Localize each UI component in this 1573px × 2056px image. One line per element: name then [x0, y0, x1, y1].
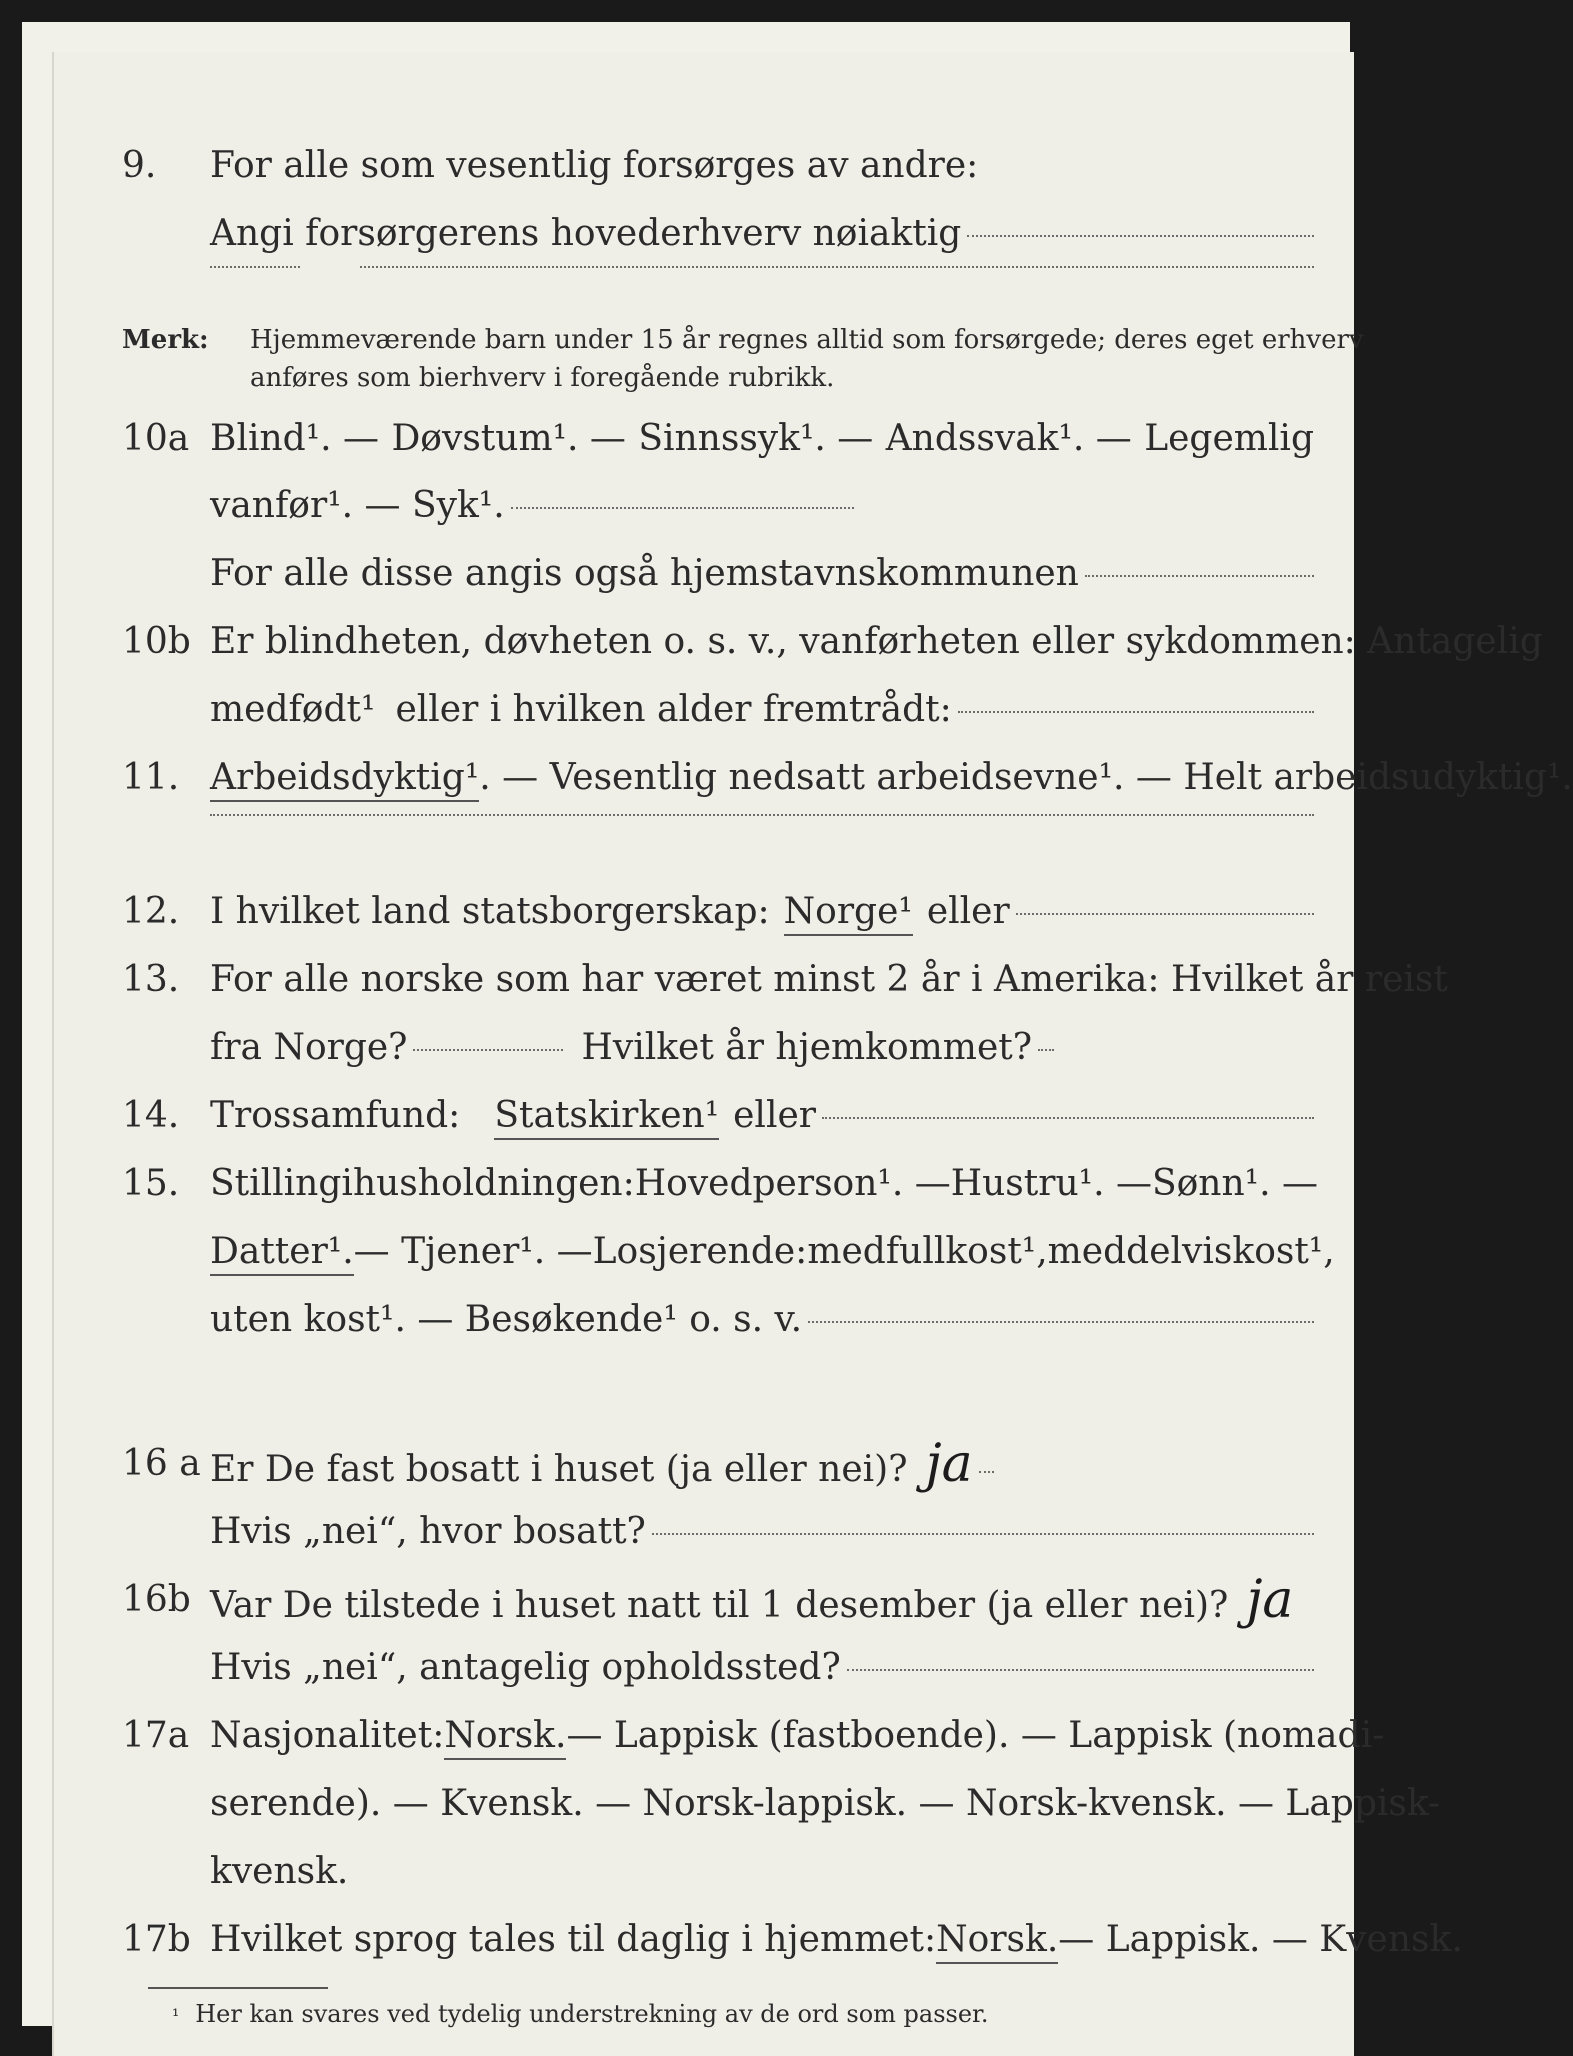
q9-extra-field[interactable]: [210, 266, 300, 268]
q12-other-field[interactable]: [1016, 913, 1314, 915]
q11-text: . — Vesentlig nedsatt arbeidsevne¹. — Helt arbeidsudyktig¹.: [479, 757, 1573, 798]
q16a-answer-line: [979, 1471, 994, 1473]
q10b-number: 10b: [122, 621, 191, 662]
footnote-rule: [148, 1987, 328, 1989]
q11-number: 11.: [122, 757, 180, 798]
q16a-text-2: Hvis „nei“, hvor bosatt?: [210, 1511, 646, 1552]
q11-extra-field[interactable]: [210, 814, 1314, 816]
q10a-number: 10a: [122, 418, 190, 459]
form-sheet: [52, 52, 1573, 2056]
q16b-text-2: Hvis „nei“, antagelig opholdssted?: [210, 1647, 841, 1688]
q10b-text-1: Er blindheten, døvheten o. s. v., vanførheten eller sykdommen: Antagelig: [210, 621, 1543, 662]
merk-text-2: anføres som bierhverv i foregående rubrikk.: [250, 363, 835, 393]
q15-other-field[interactable]: [808, 1321, 1314, 1323]
q13-return-label: Hvilket år hjemkommet?: [581, 1027, 1033, 1068]
q16b-answer[interactable]: ja: [1246, 1570, 1294, 1630]
q15-number: 15.: [122, 1163, 180, 1204]
footnote-mark: ¹: [172, 2006, 180, 2027]
q17a-label: Nasjonalitet:: [210, 1715, 445, 1756]
q9-extra-field-2[interactable]: [360, 266, 1314, 268]
q16a-question: Er De fast bosatt i huset (ja eller nei)?: [210, 1449, 908, 1490]
q15-word-item-0: Stilling: [210, 1163, 342, 1204]
q17b-label: Hvilket sprog tales til daglig i hjemmet:: [210, 1919, 937, 1960]
q15-word2-item-3: full: [885, 1231, 946, 1272]
q17a-text-3: kvensk.: [210, 1851, 349, 1892]
q16b-question: Var De tilstede i huset natt til 1 desember (ja eller nei)?: [210, 1585, 1229, 1626]
q15-word2-item-5: med: [1047, 1231, 1127, 1272]
q16a-where-field[interactable]: [652, 1533, 1314, 1535]
q15-word2-item-7: kost¹,: [1232, 1231, 1335, 1272]
q14-number: 14.: [122, 1095, 180, 1136]
q11-selected: Arbeidsdyktig¹: [210, 756, 479, 802]
q12-or: eller: [926, 891, 1010, 932]
q10a-text-3: For alle disse angis også hjemstavnskommunen: [210, 553, 1079, 594]
q15-word2-item-0: — Tjener¹. —: [353, 1231, 593, 1272]
q17a-selected: Norsk.: [444, 1714, 566, 1760]
q10a-text-2: vanfør¹. — Syk¹.: [210, 485, 505, 526]
q13-left-label: fra Norge?: [210, 1027, 408, 1068]
q13-number: 13.: [122, 959, 180, 1000]
q10a-option-item-1: Døvstum¹. —: [391, 418, 626, 459]
q10a-option-item-4: Legemlig: [1144, 418, 1314, 459]
q10a-hometown-field[interactable]: [1085, 575, 1314, 577]
q9-answer-field[interactable]: [967, 235, 1314, 237]
q15-word2-item-2: med: [807, 1231, 886, 1272]
q15-word2-item-6: delvis: [1126, 1231, 1233, 1272]
q14-other-field[interactable]: [822, 1117, 1314, 1119]
merk-text-1: Hjemmeværende barn under 15 år regnes alltid som forsørgede; deres eget erhverv: [250, 325, 1364, 355]
q10a-option-item-2: Sinnssyk¹. —: [638, 418, 874, 459]
q12-text: I hvilket land statsborgerskap:: [210, 891, 770, 932]
form-page: [22, 22, 1573, 2028]
q13-left-field[interactable]: [413, 1049, 563, 1051]
q17b-number: 17b: [122, 1919, 191, 1960]
q16b-number: 16b: [122, 1579, 191, 1620]
q16b-place-field[interactable]: [847, 1669, 1314, 1671]
q9-question: Angi forsørgerens hovederhverv nøiaktig: [210, 213, 962, 254]
q15-word2-item-1: Losjerende:: [592, 1231, 808, 1272]
q15-word-item-1: i: [341, 1163, 353, 1204]
q17a-number: 17a: [122, 1715, 190, 1756]
q15-text-3: uten kost¹. — Besøkende¹ o. s. v.: [210, 1299, 803, 1340]
q13-return-field[interactable]: [1038, 1049, 1054, 1051]
merk-label: Merk:: [122, 325, 209, 355]
q10a-options: [210, 417, 1314, 461]
q12-selected: Norge¹: [784, 890, 913, 936]
q17b-selected: Norsk.: [936, 1918, 1058, 1964]
q17a-text-1: — Lappisk (fastboende). — Lappisk (nomadi-: [566, 1715, 1385, 1756]
q15-word2-selected: Datter¹.: [210, 1230, 354, 1276]
q9-number: 9.: [122, 145, 157, 186]
q17b-text: — Lappisk. — Kvensk.: [1058, 1919, 1463, 1960]
q9-text: For alle som vesentlig forsørges av andre:: [210, 145, 979, 186]
q16a-number: 16 a: [122, 1443, 201, 1484]
q10b-text-2: eller i hvilken alder fremtrådt:: [395, 689, 952, 730]
q12-number: 12.: [122, 891, 180, 932]
q14-or: eller: [733, 1095, 816, 1136]
q15-word-item-3: Hovedperson¹. —: [634, 1163, 951, 1204]
q16a-answer[interactable]: ja: [925, 1434, 973, 1494]
q10a-option-item-0: Blind¹. —: [210, 418, 380, 459]
footnote-text: Her kan svares ved tydelig understrekning av de ord som passer.: [195, 2000, 989, 2028]
q10b-congenital: medfødt¹: [210, 689, 376, 730]
q15-word-item-2: husholdningen:: [352, 1163, 635, 1204]
q15-options-1: [210, 1162, 1318, 1206]
q10a-sick-field[interactable]: [511, 507, 854, 509]
q15-word-item-5: Sønn¹. —: [1151, 1163, 1318, 1204]
q15-options-2: [210, 1230, 1335, 1276]
q17a-text-2: serende). — Kvensk. — Norsk-lappisk. — Norsk-kvensk. — Lappisk-: [210, 1783, 1441, 1824]
q15-word-item-4: Hustru¹. —: [950, 1163, 1152, 1204]
q14-text: Trossamfund:: [210, 1095, 461, 1136]
q10b-age-field[interactable]: [958, 711, 1314, 713]
q10a-option-item-3: Andssvak¹. —: [885, 418, 1132, 459]
q15-word2-item-4: kost¹,: [945, 1231, 1048, 1272]
q14-selected: Statskirken¹: [494, 1094, 719, 1140]
q13-text-1: For alle norske som har været minst 2 år i Amerika: Hvilket år reist: [210, 959, 1448, 1000]
